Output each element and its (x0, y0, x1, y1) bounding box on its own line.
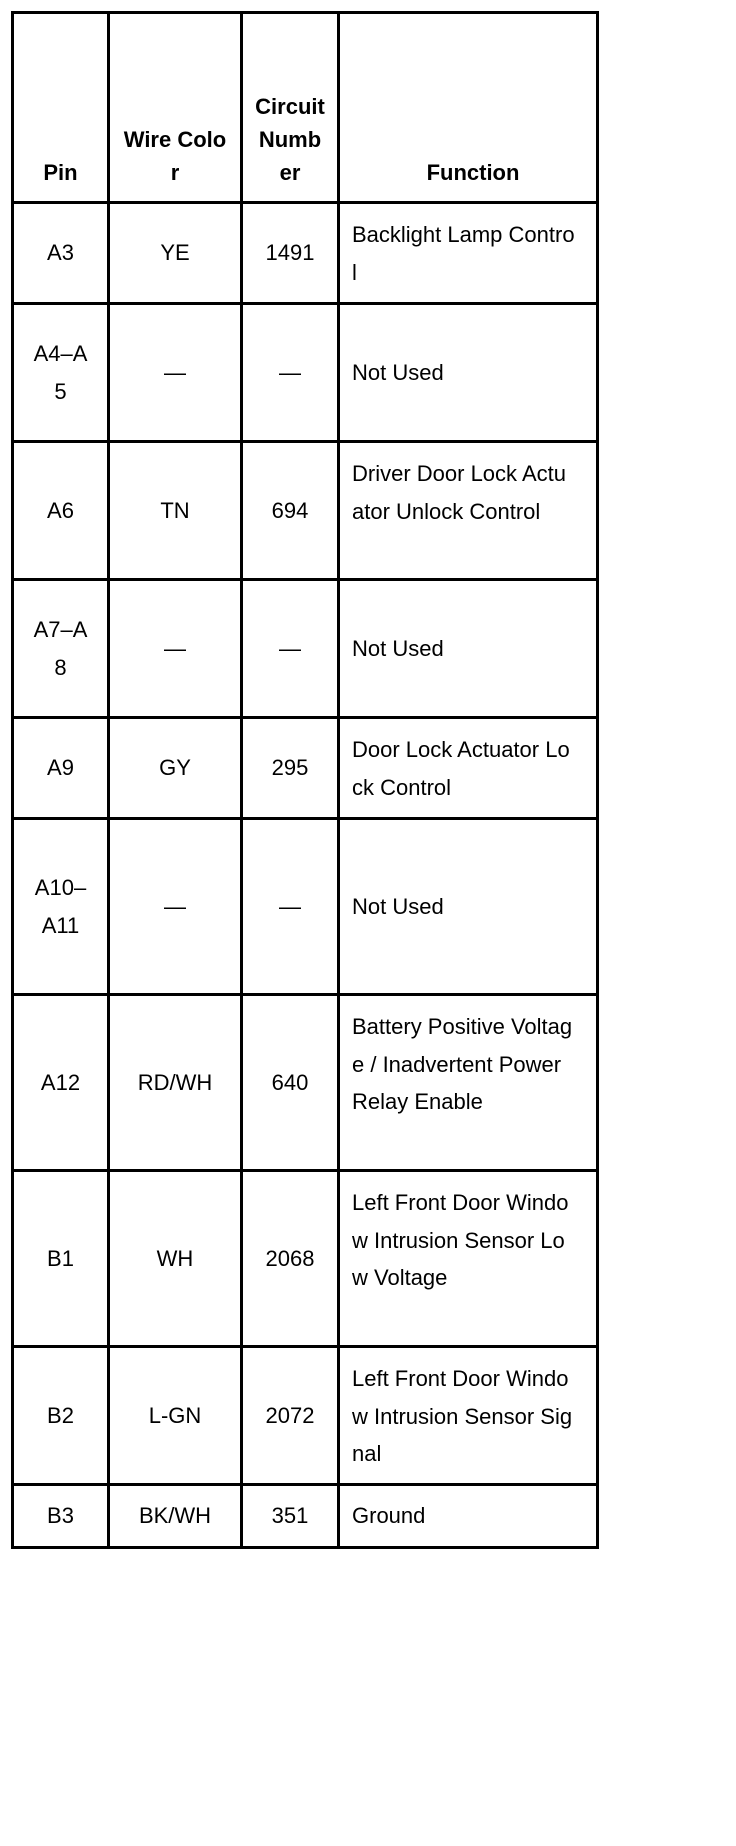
wire-color-cell: TN (109, 442, 242, 580)
function-cell: Not Used (339, 304, 598, 442)
function-cell: Door Lock Actuator Lock Control (339, 718, 598, 819)
header-wire-color: Wire Color (109, 13, 242, 203)
pin-cell: A10–A11 (13, 819, 109, 995)
function-cell: Left Front Door Window Intrusion Sensor Signal (339, 1347, 598, 1485)
table-row (13, 718, 598, 819)
header-function: Function (339, 13, 598, 203)
circuit-number-cell: — (242, 304, 339, 442)
header-pin: Pin (13, 13, 109, 203)
function-cell: Driver Door Lock Actuator Unlock Control (339, 442, 598, 580)
header-circuit-number: Circuit Number (242, 13, 339, 203)
circuit-number-cell: 2072 (242, 1347, 339, 1485)
function-cell: Left Front Door Window Intrusion Sensor Low Voltage (339, 1171, 598, 1347)
table-row (13, 1347, 598, 1485)
wire-color-cell: — (109, 304, 242, 442)
table-row (13, 819, 598, 995)
pin-cell: A7–A8 (13, 580, 109, 718)
circuit-number-cell: 694 (242, 442, 339, 580)
function-cell: Backlight Lamp Control (339, 203, 598, 304)
pin-cell: A4–A5 (13, 304, 109, 442)
circuit-number-cell: — (242, 580, 339, 718)
pin-cell: A3 (13, 203, 109, 304)
table-row (13, 304, 598, 442)
wire-color-cell: RD/WH (109, 995, 242, 1171)
pin-cell: B3 (13, 1485, 109, 1548)
function-cell: Ground (339, 1485, 598, 1548)
wire-color-cell: L-GN (109, 1347, 242, 1485)
wire-color-cell: BK/WH (109, 1485, 242, 1548)
circuit-number-cell: 640 (242, 995, 339, 1171)
wire-color-cell: WH (109, 1171, 242, 1347)
circuit-number-cell: 351 (242, 1485, 339, 1548)
wire-color-cell: — (109, 819, 242, 995)
circuit-number-cell: 2068 (242, 1171, 339, 1347)
wire-color-cell: GY (109, 718, 242, 819)
header-row (13, 13, 598, 203)
table-row (13, 442, 598, 580)
table-row (13, 1485, 598, 1548)
pin-cell: A9 (13, 718, 109, 819)
connector-pin-table (11, 11, 599, 1549)
pin-cell: A6 (13, 442, 109, 580)
table-row (13, 203, 598, 304)
wire-color-cell: YE (109, 203, 242, 304)
function-cell: Battery Positive Voltage / Inadvertent Power Relay Enable (339, 995, 598, 1171)
circuit-number-cell: 295 (242, 718, 339, 819)
table-row (13, 995, 598, 1171)
function-cell: Not Used (339, 819, 598, 995)
table-row (13, 1171, 598, 1347)
circuit-number-cell: 1491 (242, 203, 339, 304)
function-cell: Not Used (339, 580, 598, 718)
circuit-number-cell: — (242, 819, 339, 995)
wire-color-cell: — (109, 580, 242, 718)
pin-cell: A12 (13, 995, 109, 1171)
pin-cell: B1 (13, 1171, 109, 1347)
table-row (13, 580, 598, 718)
pin-cell: B2 (13, 1347, 109, 1485)
